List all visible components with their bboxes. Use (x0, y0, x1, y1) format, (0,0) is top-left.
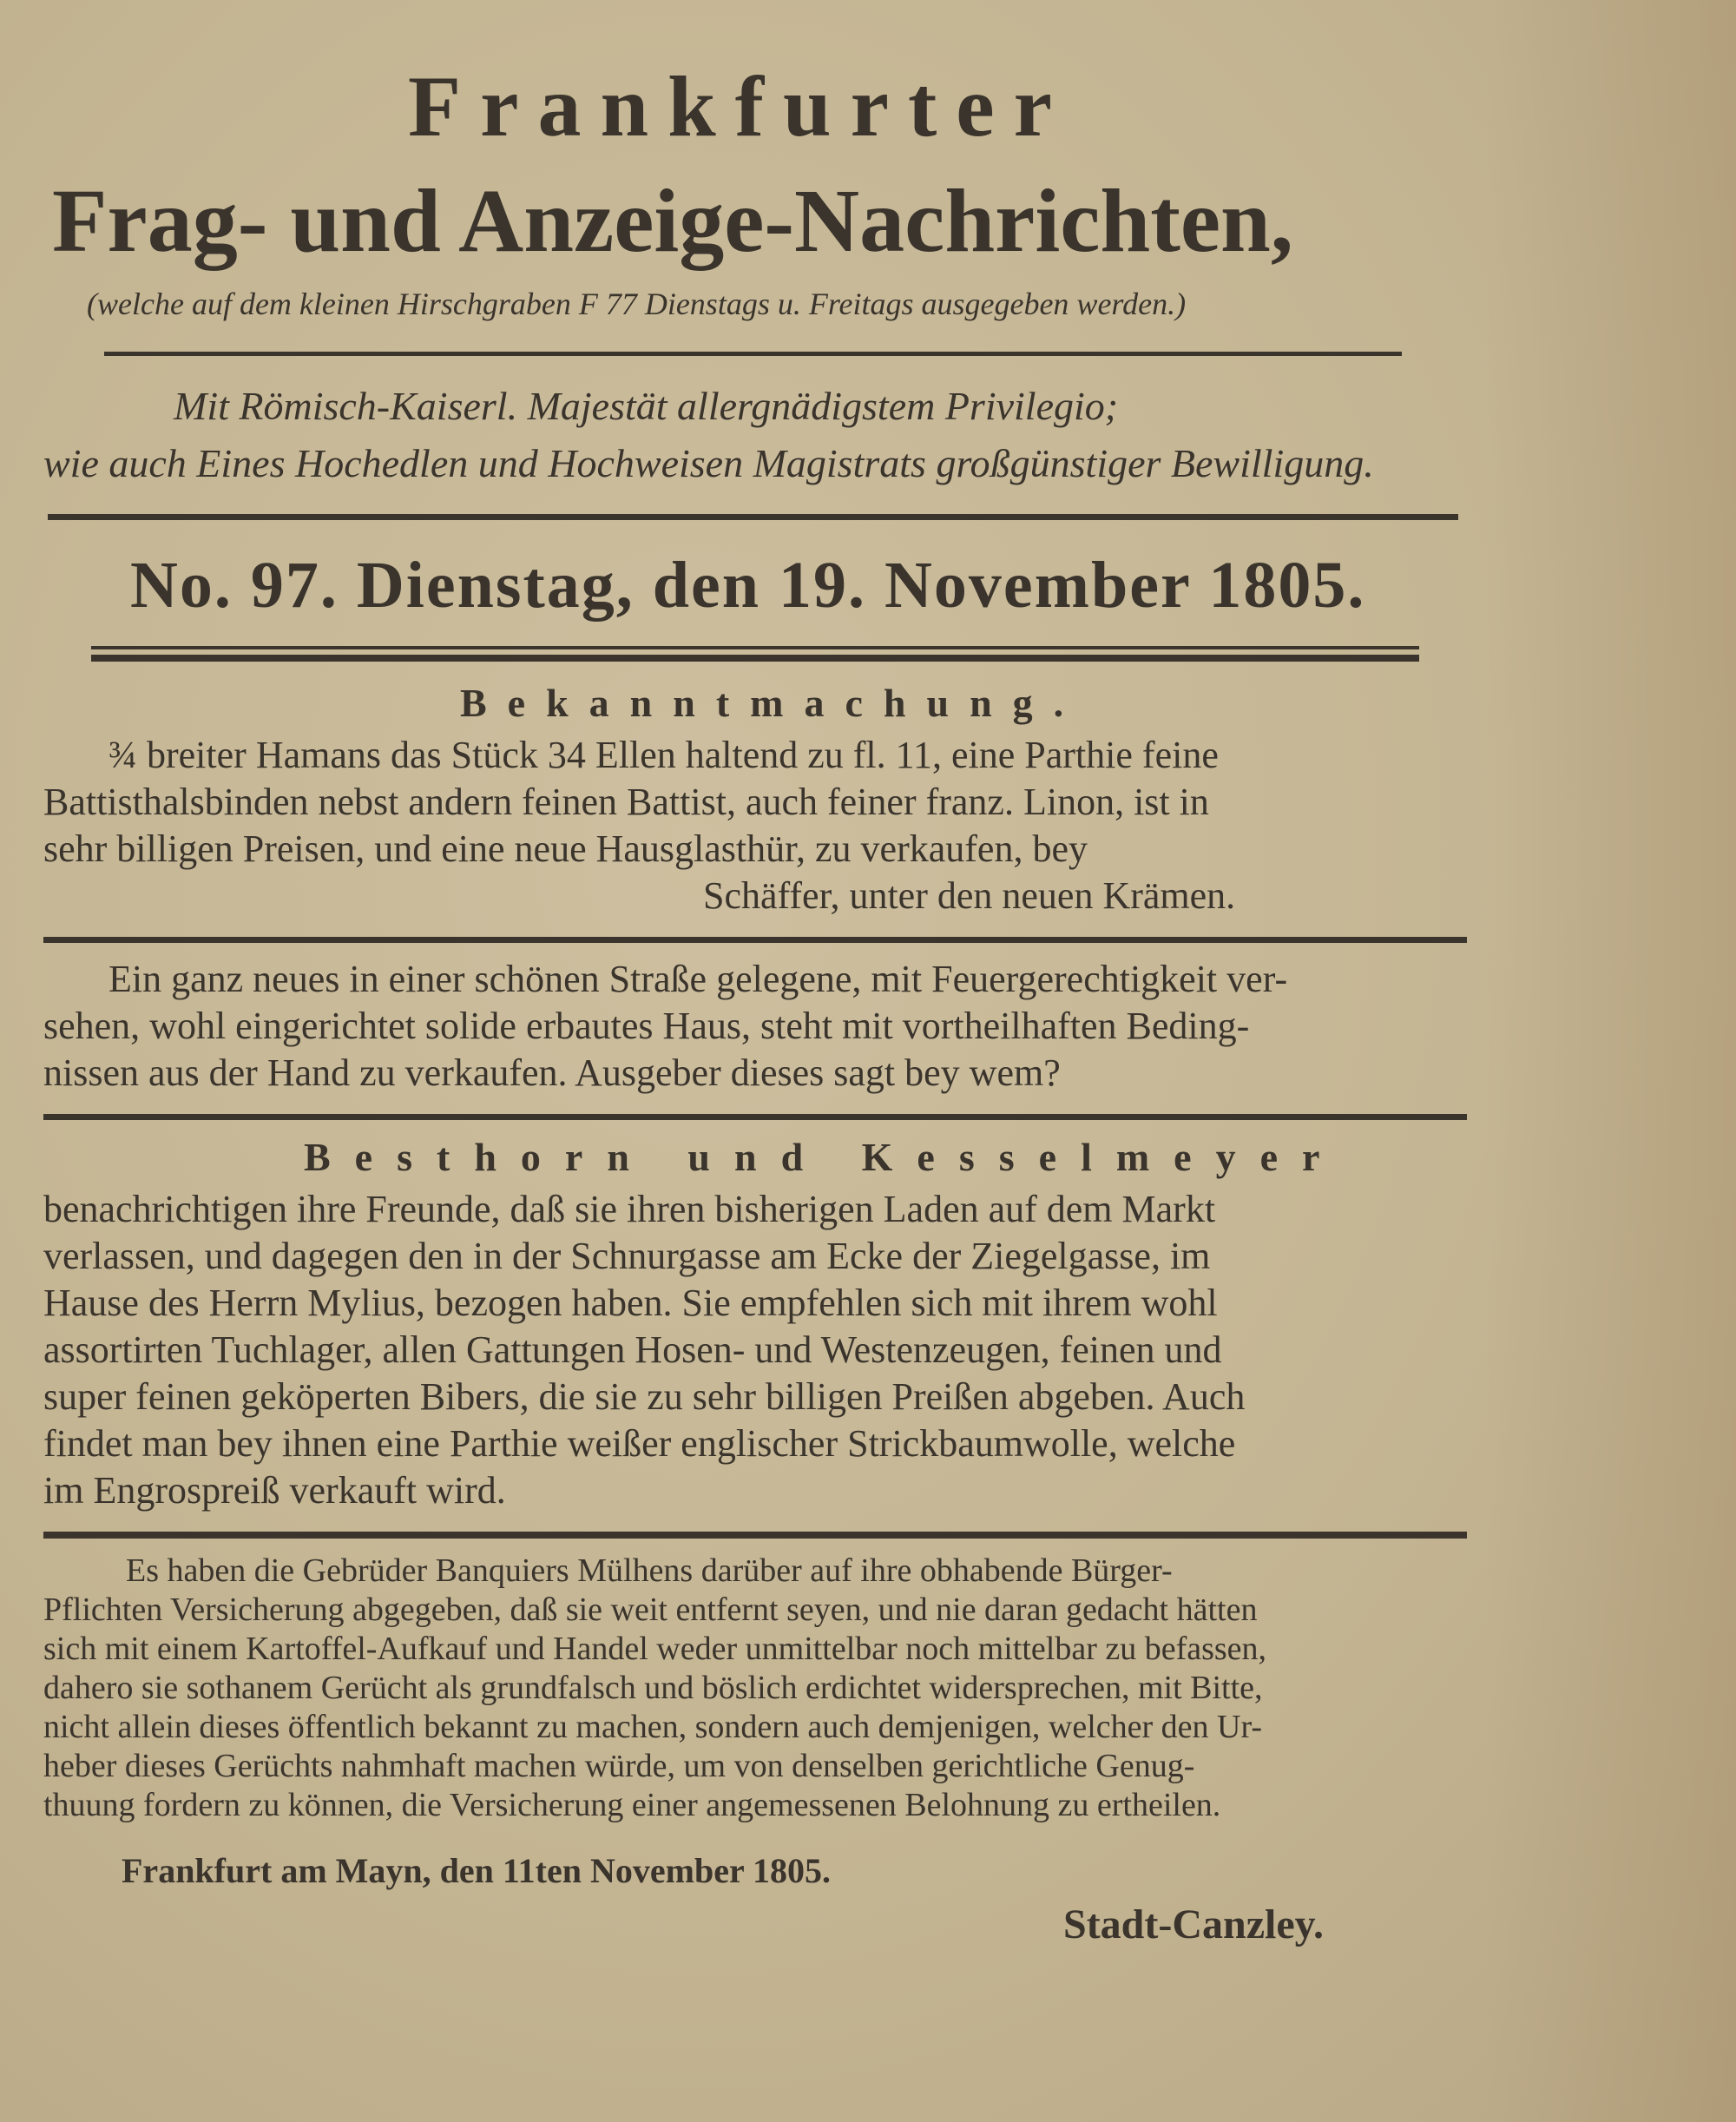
masthead-title-line1: Frankfurter (408, 58, 1072, 155)
privilege-line1: Mit Römisch-Kaiserl. Majestät allergnädigstem Privilegio; (174, 384, 1119, 428)
issue-line (130, 537, 1484, 633)
divider (43, 1114, 1467, 1120)
divider (43, 1532, 1467, 1539)
notice-signature: Stadt-Canzley. (1063, 1901, 1324, 1947)
text-line: verlassen, und dagegen den in der Schnurgasse am Ecke der Ziegelgasse, im (43, 1235, 1211, 1277)
text-line: Es haben die Gebrüder Banquiers Mülhens darüber auf ihre obhabende Bürger- (126, 1552, 1173, 1589)
text-line: nicht allein dieses öffentlich bekannt zu machen, sondern auch demjenigen, welcher den Ur- (43, 1709, 1263, 1745)
text-line: thuung fordern zu können, die Versicherung einer angemessenen Belohnung zu ertheilen. (43, 1787, 1221, 1823)
text-line: ¾ breiter Hamans das Stück 34 Ellen haltend zu fl. 11, eine Parthie feine (108, 734, 1219, 776)
notice-place-date: Frankfurt am Mayn, den 11ten November 1805. (122, 1851, 831, 1890)
text-line: sehen, wohl eingerichtet solide erbautes Haus, steht mit vortheilhaften Beding- (43, 1005, 1250, 1047)
notice-2 (43, 956, 1484, 1097)
notice-4 (43, 1552, 1484, 1825)
double-rule-bottom (91, 655, 1419, 662)
notice-heading: Besthorn und Kesselmeyer (304, 1135, 1345, 1179)
text-line: dahero sie sothanem Gerücht als grundfalsch und böslich erdichtet widersprechen, mit Bitte, (43, 1670, 1263, 1706)
divider (43, 937, 1467, 943)
page-edge-shadow (1484, 0, 1736, 2122)
text-line: super feinen geköperten Bibers, die sie zu sehr billigen Preißen abgeben. Auch (43, 1375, 1246, 1418)
text-line: im Engrospreiß verkauft wird. (43, 1469, 506, 1512)
text-line: assortirten Tuchlager, allen Gattungen Hosen- und Westenzeugen, feinen und (43, 1328, 1222, 1371)
text-line: Hause des Herrn Mylius, bezogen haben. Sie empfehlen sich mit ihrem wohl (43, 1282, 1218, 1324)
text-line: benachrichtigen ihre Freunde, daß sie ihren bisherigen Laden auf dem Markt (43, 1188, 1216, 1230)
notice-signature: Schäffer, unter den neuen Krämen. (703, 874, 1236, 917)
issue-number: No. 97. (130, 549, 339, 622)
text-line: Battisthalsbinden nebst andern feinen Battist, auch feiner franz. Linon, ist in (43, 781, 1209, 823)
issue-date: Dienstag, den 19. November 1805. (356, 549, 1366, 622)
double-rule-top (91, 646, 1419, 649)
text-line: sich mit einem Kartoffel-Aufkauf und Handel weder unmittelbar noch mittelbar zu befassen, (43, 1631, 1267, 1667)
divider (48, 514, 1458, 520)
masthead-subtitle: (welche auf dem kleinen Hirschgraben F 77 Dienstags u. Freitags ausgegeben werden.) (87, 287, 1187, 321)
text-line: Ein ganz neues in einer schönen Straße gelegene, mit Feuergerechtigkeit ver- (108, 958, 1288, 1000)
divider (104, 352, 1402, 356)
text-line: heber dieses Gerüchts nahmhaft machen würde, um von denselben gerichtliche Genug- (43, 1748, 1195, 1784)
masthead-title-line2: Frag- und Anzeige-Nachrichten, (52, 171, 1293, 271)
text-line: sehr billigen Preisen, und eine neue Hausglasthür, zu verkaufen, bey (43, 827, 1088, 870)
text-line: nissen aus der Hand zu verkaufen. Ausgeber dieses sagt bey wem? (43, 1051, 1061, 1094)
notice-1 (43, 732, 1484, 919)
text-line: Pflichten Versicherung abgegeben, daß sie weit entfernt seyen, und nie daran gedacht hätten (43, 1592, 1258, 1628)
notice-heading: Bekanntmachung. (460, 681, 1085, 725)
notice-3 (43, 1186, 1484, 1514)
privilege-line2: wie auch Eines Hochedlen und Hochweisen Magistrats großgünstiger Bewilligung. (43, 441, 1374, 485)
text-line: findet man bey ihnen eine Parthie weißer englischer Strickbaumwolle, welche (43, 1422, 1236, 1465)
